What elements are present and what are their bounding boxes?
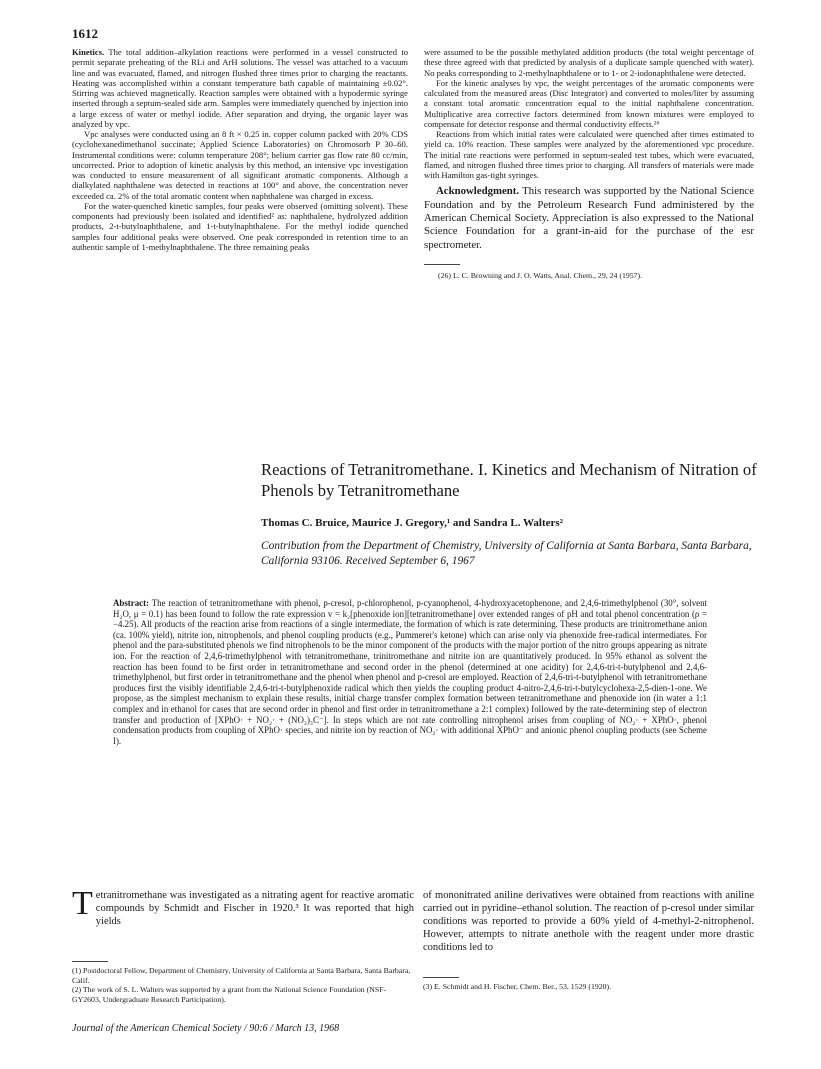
footnote-1: (1) Postdoctoral Fellow, Department of Chemistry, University of California at Santa Barbara, Santa Barbara, Calif. [72, 966, 411, 985]
abstract-label: Abstract: [113, 598, 149, 608]
body-left-column [72, 885, 414, 928]
article-title: Reactions of Tetranitromethane. I. Kinetics and Mechanism of Nitration of Phenols by Tetranitromethane [261, 460, 757, 500]
kinetics-text: The total addition–alkylation reactions were performed in a vessel constructed to permit separate preheating of the RLi and ArH solutions. The vessel was attached to a vacuum line and was evacuated, flamed, and nitrogen flushed three times prior to charging the reactants. Heating was accomplished within a constant temperature bath capable of maintaining ±0.02°. Stirring was achieved magnetically. Reaction samples were obtained with a hypodermic syringe inserted through a septum-sealed side arm. Samples were immediately quenched by injection into a large excess of water or methyl iodide. After separation and drying, the organic layer was analyzed by vpc. [72, 47, 409, 129]
acknowledgment-text: This research was supported by the National Science Foundation and by the Petroleum Research Fund administered by the American Chemical Society. Appreciation is also expressed to the National Science Foundation for a grant-in-aid for the purchase of the esr spectrometer. [424, 185, 754, 251]
reference-rule [424, 264, 460, 265]
article-authors: Thomas C. Bruice, Maurice J. Gregory,¹ and Sandra L. Walters² [261, 517, 563, 529]
methylated-products-paragraph: were assumed to be the possible methylated addition products (the total weight percentage of these three agreed with that predicted by analysis of a duplicate sample quenched with water). No peaks corresponding to 2-methylnaphthalene or to 1- or 2-iodonaphthalene were detected. [424, 47, 754, 78]
prev-article-left-column [72, 47, 408, 252]
footnote-2: (2) The work of S. L. Walters was supported by a grant from the National Science Foundation (NSF-GY2603, Undergraduate Research Participation). [72, 985, 387, 1004]
footnotes-left [72, 961, 414, 1004]
article-affiliation: Contribution from the Department of Chemistry, University of California at Santa Barbara, Santa Barbara, California 93106. Received September 6, 1967 [261, 540, 752, 567]
body-right-column: of mononitrated aniline derivatives were obtained from reactions with aniline carried out in pyridine–ethanol solution. The reaction of p-cresol under similar conditions was reported to provide a 60% yield of 4-methyl-2-nitrophenol. However, attempts to nitrate anethole with the reagent under more drastic conditions led to [423, 890, 754, 953]
footnote-3: (3) E. Schmidt and H. Fischer, Chem. Ber., 53, 1529 (1920). [423, 982, 612, 991]
acknowledgment-heading: Acknowledgment. [436, 185, 520, 198]
footnote-rule-right [423, 977, 459, 978]
prev-article-right-column [424, 47, 754, 281]
body-left-text: etranitromethane was investigated as a nitrating agent for reactive aromatic compounds by Schmidt and Fischer in 1920.³ It was reported that high yields [95, 890, 414, 927]
kinetic-analyses-paragraph: For the kinetic analyses by vpc, the weight percentages of the aromatic components were calculated from the measured areas (Disc Integrator) and converted to moles/liter by assuming a constant total aromatic concentration equal to the initial naphthalene concentration. Multiplicative area corrective factors determined from known mixtures were employed to compensate for detector response and thermal conductivity effects.²⁶ [424, 77, 754, 129]
water-quenched-paragraph: For the water-quenched kinetic samples, four peaks were observed (omitting solvent). These components had previously been isolated and identified² as: naphthalene, hydrolyzed addition products, 2-t-butylnaphthalene, and 1-t-butylnaphthalene. For the methyl iodide quenched samples four additional peaks were observed. One peak corresponded in retention time to an authentic sample of 1-methylnaphthalene. The three remaining peaks [72, 200, 408, 252]
acknowledgment-paragraph [424, 185, 754, 252]
abstract-text: The reaction of tetranitromethane with phenol, p-cresol, p-chlorophenol, p-cyanophenol, 4-hydroxyacetophenone, and 2,4,6-trimethylphenol (30°, solvent H₂O, μ = 0.1) has been found to follow the rate expression v = k₂[phenoxide ion][tetranitromethane] over extended ranges of pH and total phenol concentration (ρ = −4.25). All products of the reaction arise from reactions of a single intermediate, the formation of which is rate determining. These products are trinitromethane anion (ca. 100% yield), nitrite ion, nitrophenols, and phenol coupling products (e.g., Pummerer's ketone) which can arise only via phenoxide free-radical intermediates. For phenol and the para-substituted phenols we find nitrophenols to be the minor component of the products with the major portion of the nitro groups appearing as nitrate ion. For the reaction of 2,4,6-trimethylphenol with tetranitromethane, trinitromethane and nitrite ion are quantitatively produced. In 95% ethanol as solvent the reaction has been found to be first order in tetranitromethane and second order in the phenol (determined at one acidity) for 2,4,6-tri-t-butylphenol and 2,4,6-trimethylphenol, but first order in tetranitromethane and the phenol when phenol and p-cresol are employed. Reaction of 2,4,6-tri-t-butylphenol with tetranitromethane produces first the visibly identifiable 2,4,6-tri-t-butylphenoxide radical which then yields the coupling product 4-nitro-2,4,6-tri-t-butylcyclohexa-2,5-dien-1-one. We propose, as the simplest mechanism to explain these results, initial charge transfer complex formation between tetranitromethane and phenoxide ion (in water a 1:1 complex and in ethanol for cases that are second order in phenol and first order in tetranitromethane a 2:1 complex) followed by the rate-determining step of electron transfer and production of [XPhO· + NO₂· + (NO₂)₃C⁻]. In steps which are not rate controlling nitrophenol arises from coupling of NO₂· + XPhO·, phenol condensation products from coupling of XPhO· species, and nitrite ion by reaction of NO₂· with additional XPhO⁻ and anionic phenol coupling products (see Scheme I). [113, 598, 707, 746]
drop-cap: T [72, 885, 93, 922]
article-abstract [113, 598, 707, 746]
vpc-paragraph: Vpc analyses were conducted using an 8 ft × 0.25 in. copper column packed with 20% CDS (cyclohexanedimethanol succinate; Applied Science Laboratories) on Chromosorb P 30–60. Instrumental conditions were: column temperature 208°; helium carrier gas flow rate 80 cc/min, uncorrected. Prior to adoption of kinetic analysis by this method, an intensive vpc investigation was conducted to ensure measurement of all significant aromatic components. Although a dialkylated naphthalene was detected in reactions at 100° and above, the concentration never exceeded ca. 2% of the total aromatic content when naphthalene was charged in excess. [72, 129, 408, 201]
page-footer: Journal of the American Chemical Society / 90:6 / March 13, 1968 [72, 1023, 340, 1034]
reference-26: (26) L. C. Browning and J. O. Watts, Anal. Chem., 29, 24 (1957). [438, 271, 643, 281]
footnote-right [423, 977, 754, 992]
initial-rates-paragraph: Reactions from which initial rates were calculated were quenched after times estimated to yield ca. 10% reaction. These samples were analyzed by the aforementioned vpc procedure. The initial rate reactions were performed in septum-sealed test tubes, which were evacuated, flamed, and nitrogen flushed three times prior to charging. All transfers of materials were made with Hamilton gas-tight syringes. [424, 129, 754, 180]
footnote-rule-left [72, 961, 108, 962]
page-number: 1612 [72, 26, 98, 41]
kinetics-paragraph [72, 47, 408, 129]
kinetics-runin: Kinetics. [72, 47, 105, 57]
